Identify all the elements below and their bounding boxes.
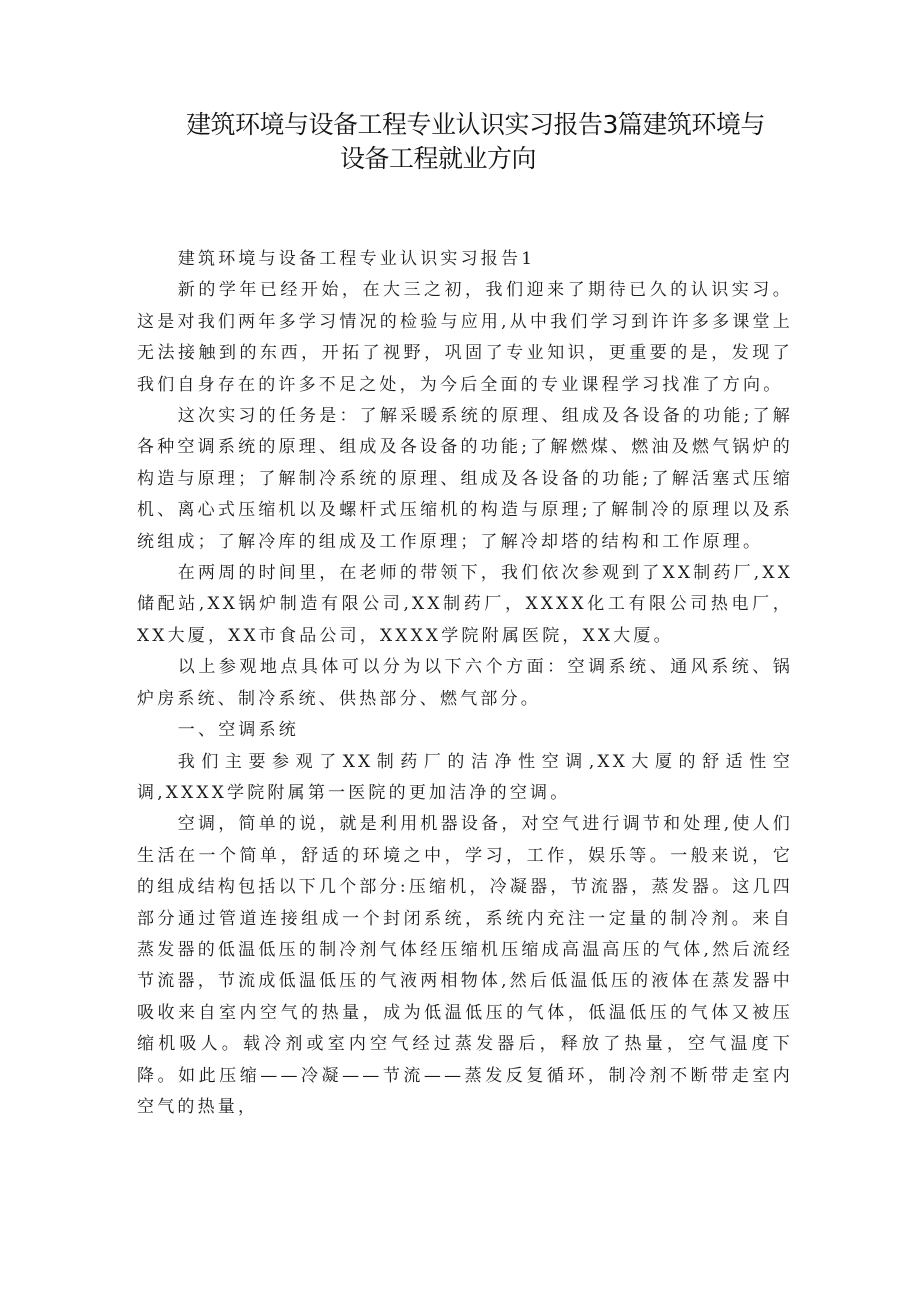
- document-title: [150, 108, 810, 176]
- title-line-1: 建筑环境与设备工程专业认识实习报告3篇建筑环境与: [186, 110, 765, 139]
- paragraph: 以上参观地点具体可以分为以下六个方面：空调系统、通风系统、锅炉房系统、制冷系统、供热部分、燃气部分。: [137, 657, 793, 709]
- document-body: [137, 244, 793, 1123]
- paragraph: 在两周的时间里，在老师的带领下，我们依次参观到了XX制药厂,XX储配站,XX锅炉制造有限公司,XX制药厂，XXXX化工有限公司热电厂，XX大厦，XX市食品公司，XXXX学院附属医院，XX大厦。: [137, 563, 794, 646]
- paragraph: 这次实习的任务是：了解采暖系统的原理、组成及各设备的功能;了解各种空调系统的原理、组成及各设备的功能;了解燃煤、燃油及燃气锅炉的构造与原理；了解制冷系统的原理、组成及各设备的功能;了解活塞式压缩机、离心式压缩机以及螺杆式压缩机的构造与原理;了解制冷的原理以及系统组成；了解冷库的组成及工作原理；了解冷却塔的结构和工作原理。: [137, 406, 793, 552]
- paragraph: 我们主要参观了XX制药厂的洁净性空调,XX大厦的舒适性空调,XXXX学院附属第一医院的更加洁净的空调。: [137, 751, 793, 803]
- title-line-2: 设备工程就业方向: [340, 144, 537, 173]
- section-heading: 建筑环境与设备工程专业认识实习报告1: [177, 249, 536, 269]
- section-heading: 一、空调系统: [177, 720, 299, 741]
- paragraph: 空调，简单的说，就是利用机器设备，对空气进行调节和处理,使人们生活在一个简单，舒适的环境之中，学习，工作，娱乐等。一般来说，它的组成结构包括以下几个部分:压缩机，冷凝器，节流器，蒸发器。这几四部分通过管道连接组成一个封闭系统，系统内充注一定量的制冷剂。来自蒸发器的低温低压的制冷剂气体经压缩机压缩成高温高压的气体,然后流经节流器，节流成低温低压的气液两相物体,然后低温低压的液体在蒸发器中吸收来自室内空气的热量，成为低温低压的气体，低温低压的气体又被压缩机吸人。载冷剂或室内空气经过蒸发器后，释放了热量，空气温度下降。如此压缩——冷凝——节流——蒸发反复循环，制冷剂不断带走室内空气的热量，: [137, 814, 793, 1117]
- paragraph: 新的学年已经开始，在大三之初，我们迎来了期待已久的认识实习。这是对我们两年多学习情况的检验与应用,从中我们学习到许许多多课堂上无法接触到的东西，开拓了视野，巩固了专业知识，更重要的是，发现了我们自身存在的许多不足之处，为今后全面的专业课程学习找准了方向。: [137, 280, 793, 395]
